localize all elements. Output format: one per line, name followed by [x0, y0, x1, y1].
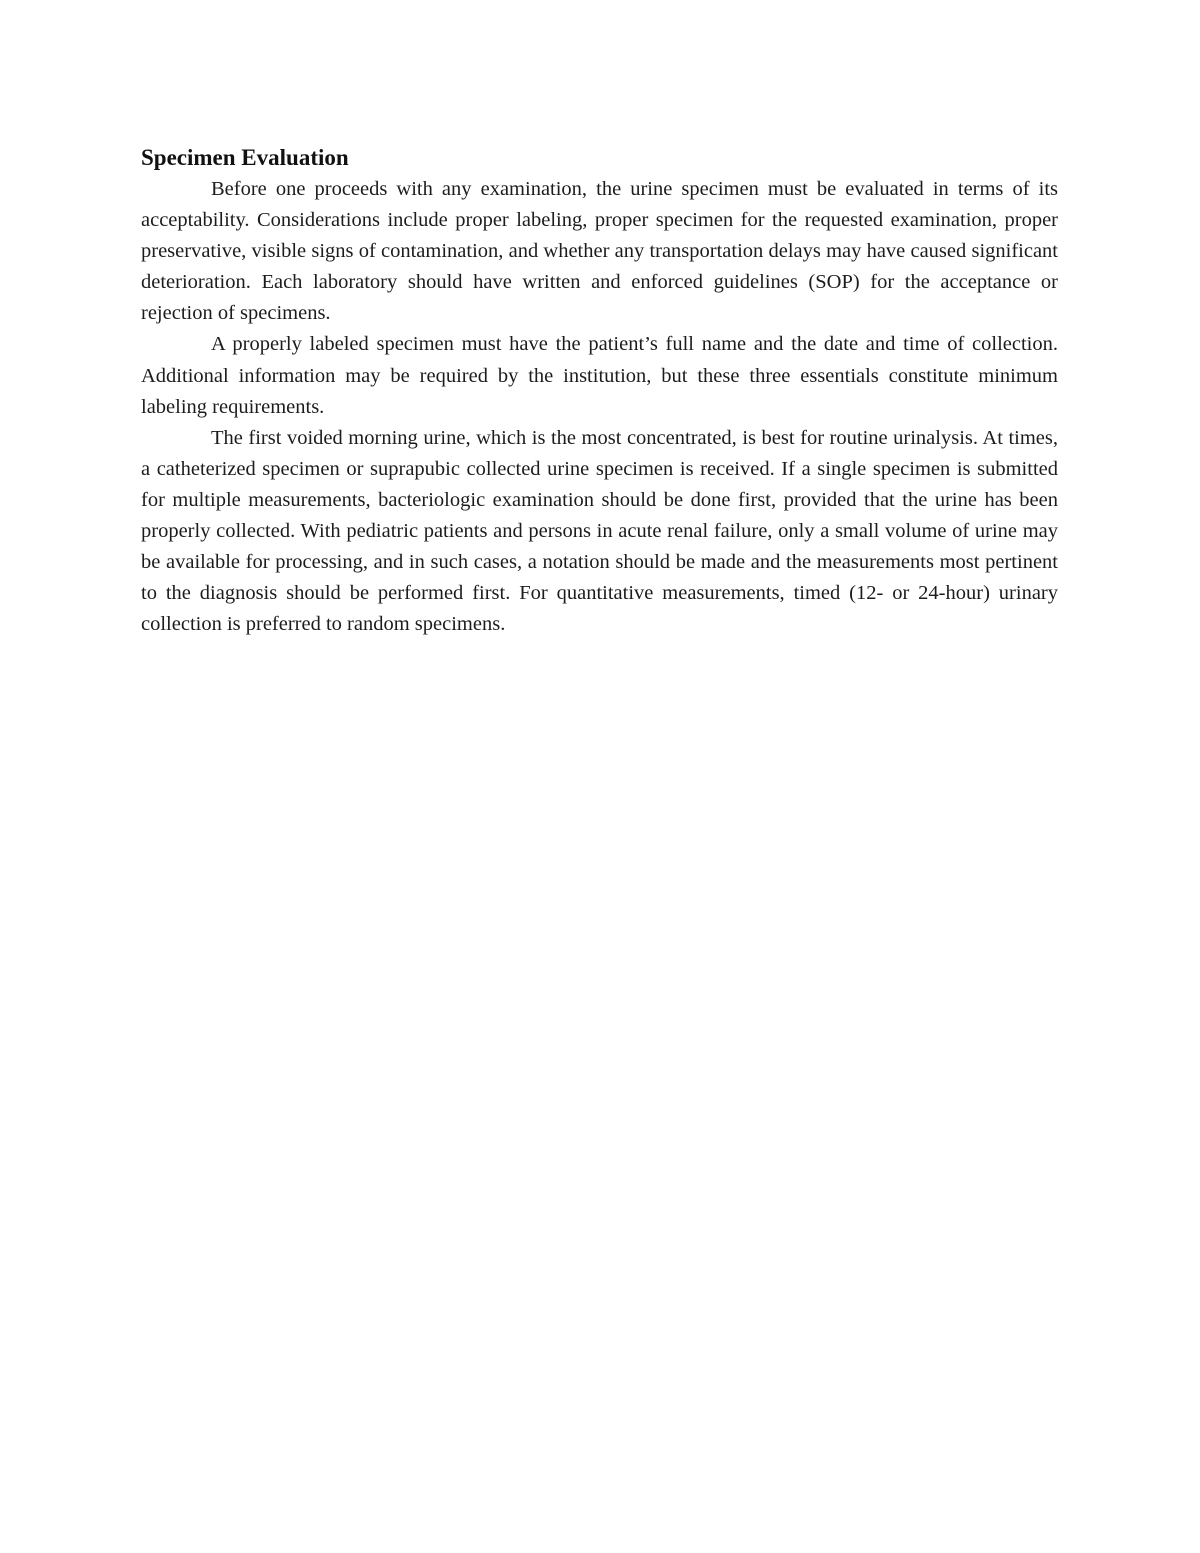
document-body: [141, 142, 1058, 640]
paragraph-specimen-acceptability: Before one proceeds with any examination, the urine specimen must be evaluated in terms of its acceptability. Considerations include proper labeling, proper specimen for the requested examination, proper preservative, visible signs of contamination, and whether any transportation delays may have caused significant deterioration. Each laboratory should have written and enforced guidelines (SOP) for the acceptance or rejection of specimens.: [141, 178, 1058, 325]
paragraph-labeling-requirements: A properly labeled specimen must have the patient’s full name and the date and time of collection. Additional information may be required by the institution, but these three essentials constitute minimum labeling requirements.: [141, 333, 1058, 418]
section-heading: Specimen Evaluation: [141, 145, 349, 170]
paragraph-specimen-types: The first voided morning urine, which is the most concentrated, is best for routine urinalysis. At times, a catheterized specimen or suprapubic collected urine specimen is received. If a single specimen is submitted for multiple measurements, bacteriologic examination should be done first, provided that the urine has been properly collected. With pediatric patients and persons in acute renal failure, only a small volume of urine may be available for processing, and in such cases, a notation should be made and the measurements most pertinent to the diagnosis should be performed first. For quantitative measurements, timed (12- or 24-hour) urinary collection is preferred to random specimens.: [141, 426, 1058, 636]
